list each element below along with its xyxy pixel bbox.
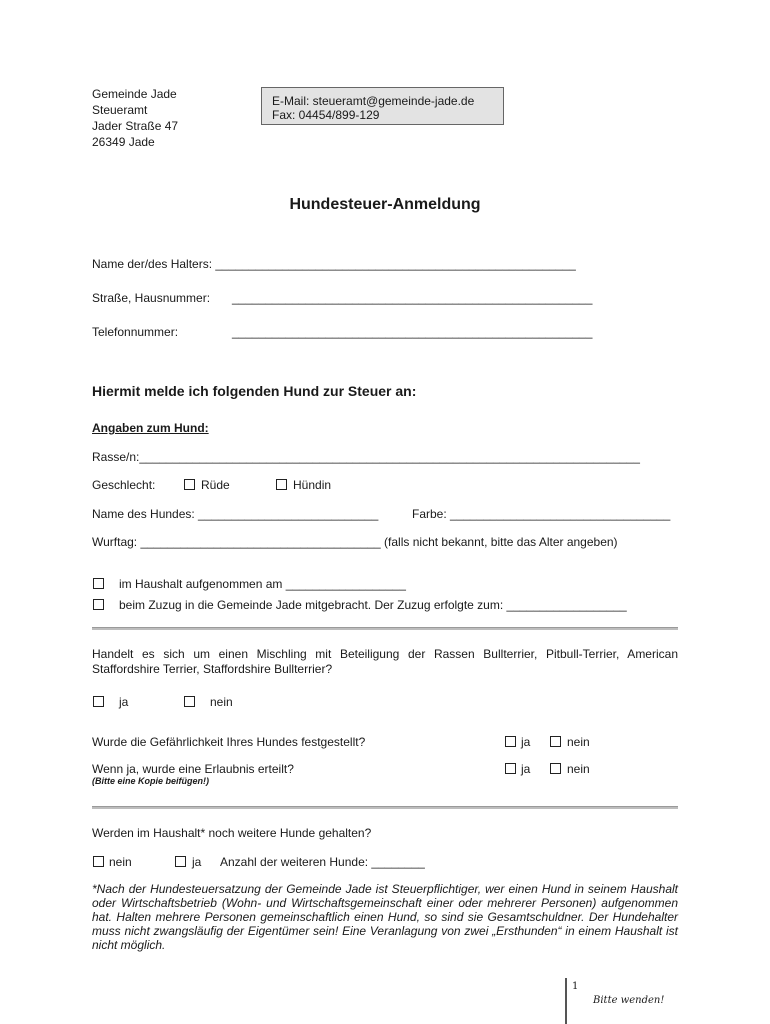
contact-fax: Fax: 04454/899-129 (272, 108, 380, 122)
permit-question: Wenn ja, wurde eine Erlaubnis erteilt? (92, 762, 294, 776)
address-line-4: 26349 Jade (92, 135, 155, 149)
danger-yes-label: ja (521, 735, 531, 749)
permit-note: (Bitte eine Kopie beifügen!) (92, 776, 209, 786)
contact-email: E-Mail: steueramt@gemeinde-jade.de (272, 94, 475, 108)
female-label: Hündin (293, 478, 332, 492)
danger-no-checkbox[interactable] (550, 736, 561, 747)
separator-1 (92, 627, 678, 630)
address-line-1: Gemeinde Jade (92, 87, 177, 101)
move-field[interactable]: beim Zuzug in die Gemeinde Jade mitgebracht. Der Zuzug erfolgte zum: __________________ (119, 598, 627, 612)
sender-address (92, 86, 178, 150)
section-heading: Hiermit melde ich folgenden Hund zur Steuer an: (92, 383, 417, 399)
male-label: Rüde (201, 478, 230, 492)
address-line-2: Steueramt (92, 103, 148, 117)
permit-no-label: nein (567, 762, 590, 776)
please-turn-note: Bitte wenden! (593, 995, 665, 1006)
other-dogs-yes-checkbox[interactable] (175, 856, 186, 867)
other-dogs-count-field[interactable]: Anzahl der weiteren Hunde: ________ (220, 855, 425, 869)
female-checkbox[interactable] (276, 479, 287, 490)
separator-2 (92, 806, 678, 809)
page-marker-bar (565, 978, 567, 1024)
move-checkbox[interactable] (93, 599, 104, 610)
street-field[interactable]: ______________________________________________________ (232, 291, 593, 305)
other-dogs-question: Werden im Haushalt* noch weitere Hunde gehalten? (92, 826, 372, 840)
address-line-3: Jader Straße 47 (92, 119, 179, 133)
household-field[interactable]: im Haushalt aufgenommen am __________________ (119, 577, 406, 591)
phone-field[interactable]: ______________________________________________________ (232, 325, 593, 339)
other-dogs-no-label: nein (109, 855, 132, 869)
mixbreed-no-checkbox[interactable] (184, 696, 195, 707)
male-checkbox[interactable] (184, 479, 195, 490)
other-dogs-no-checkbox[interactable] (93, 856, 104, 867)
mixbreed-yes-label: ja (119, 695, 129, 709)
danger-question: Wurde die Gefährlichkeit Ihres Hundes festgestellt? (92, 735, 366, 749)
danger-yes-checkbox[interactable] (505, 736, 516, 747)
mixbreed-yes-checkbox[interactable] (93, 696, 104, 707)
holder-name-field[interactable]: Name der/des Halters: ______________________________________________________ (92, 257, 576, 271)
sex-label: Geschlecht: (92, 478, 156, 492)
dog-color-field[interactable]: Farbe: _________________________________ (412, 507, 671, 521)
household-checkbox[interactable] (93, 578, 104, 589)
other-dogs-yes-label: ja (192, 855, 202, 869)
permit-no-checkbox[interactable] (550, 763, 561, 774)
phone-label: Telefonnummer: (92, 325, 179, 339)
permit-yes-checkbox[interactable] (505, 763, 516, 774)
dog-heading: Angaben zum Hund: (92, 421, 209, 435)
footnote: *Nach der Hundesteuersatzung der Gemeinde Jade ist Steuerpflichtiger, wer einen Hund in seinem Haushalt oder Wirtschaftsbetrieb (Wohn- und Wirtschaftsgemeinschaft einer oder mehrerer Personen) aufgenommen hat. Halten mehrere Personen gemeinschaftlich einen Hund, so sind sie Gesamtschuldner. Der Hundehalter muss nicht zwangsläufig der Eigentümer sein! Eine Veranlagung von zwei „Ersthunden“ in einem Haushalt ist nicht möglich. (92, 882, 678, 952)
page-title: Hundesteuer-Anmeldung (289, 196, 481, 213)
page-number: 1 (572, 981, 579, 992)
danger-no-label: nein (567, 735, 590, 749)
dog-dob-field[interactable]: Wurftag: ____________________________________ (falls nicht bekannt, bitte das Alter angeben) (92, 535, 618, 549)
permit-yes-label: ja (521, 762, 531, 776)
breed-field[interactable]: Rasse/n:___________________________________________________________________________ (92, 450, 640, 464)
mixbreed-no-label: nein (210, 695, 233, 709)
mixbreed-question: Handelt es sich um einen Mischling mit Beteiligung der Rassen Bullterrier, Pitbull-Terrier, American Staffordshire Terrier, Staffordshire Bullterrier? (92, 647, 678, 676)
contact-box (261, 87, 504, 125)
dog-name-field[interactable]: Name des Hundes: ___________________________ (92, 507, 379, 521)
street-label: Straße, Hausnummer: (92, 291, 211, 305)
